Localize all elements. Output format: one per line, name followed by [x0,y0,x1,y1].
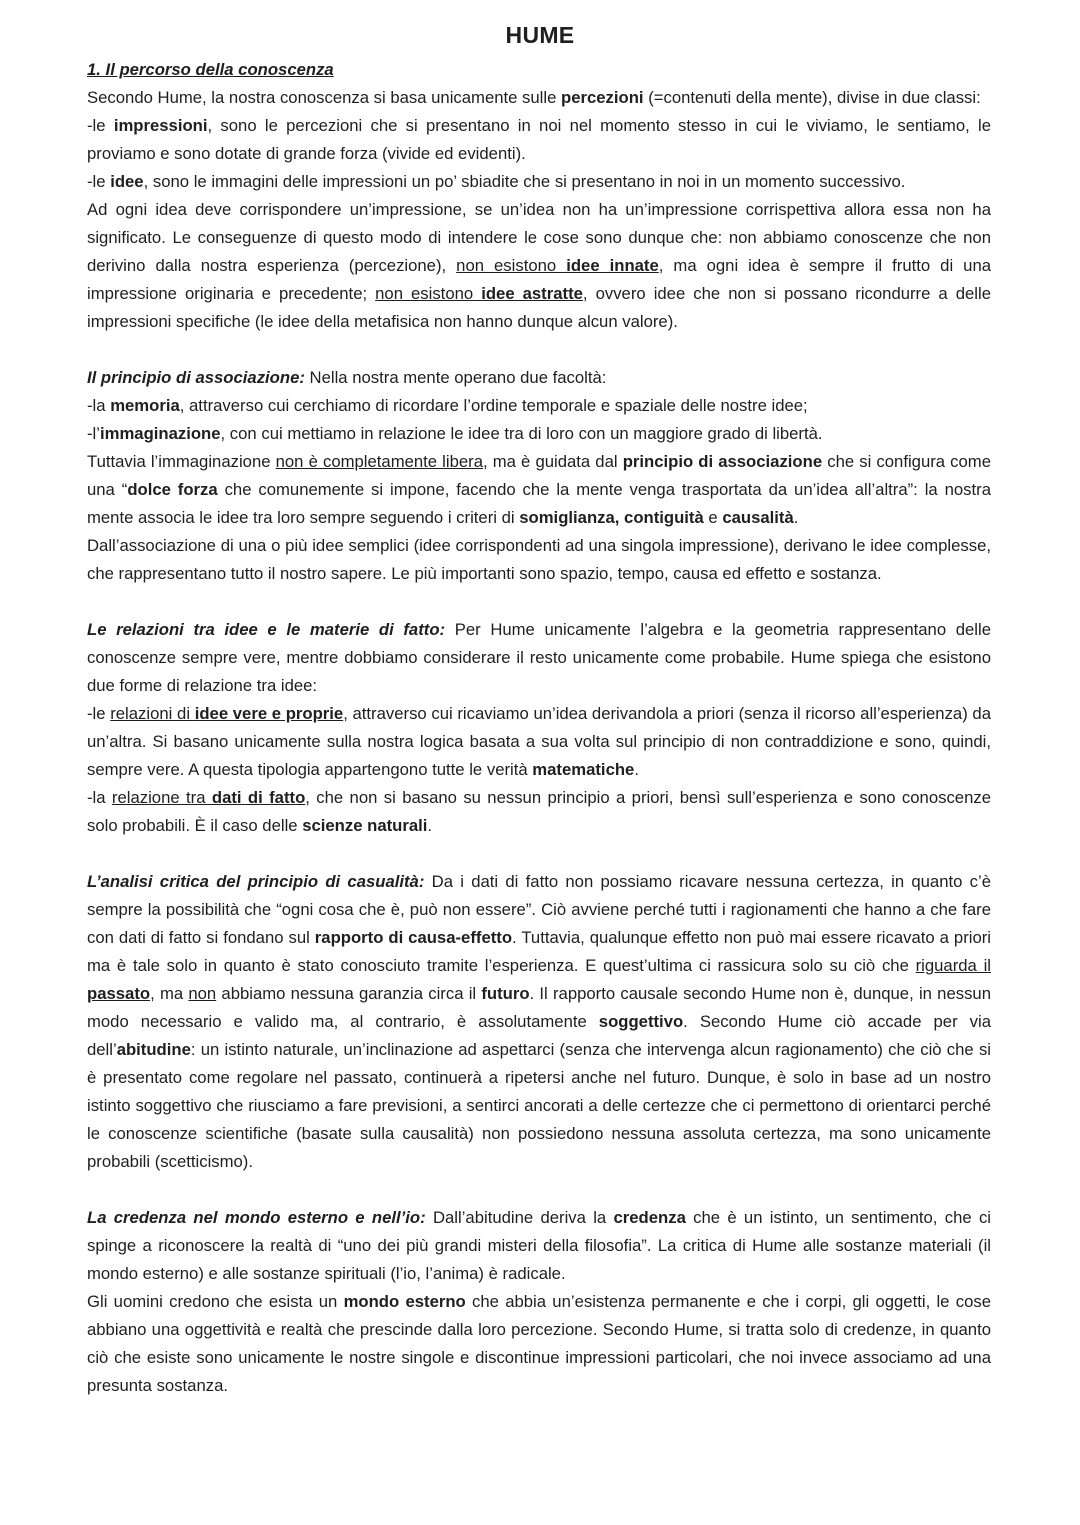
section-lead-relazioni: Le relazioni tra idee e le materie di fatto: [87,620,446,639]
paragraph: -la memoria, attraverso cui cerchiamo di ricordare l’ordine temporale e spaziale delle nostre idee; [87,396,808,415]
paragraph: Secondo Hume, la nostra conoscenza si basa unicamente sulle percezioni (=contenuti della mente), divise in due classi: [87,88,981,107]
section-lead-causalita: L’analisi critica del principio di casualità: [87,872,425,891]
document-body [87,56,991,1400]
paragraph: L’analisi critica del principio di casualità: Da i dati di fatto non possiamo ricavare nessuna certezza, in quanto c’è sempre la possibilità che “ogni cosa che è, può non essere”. Ciò avviene perché tutti i ragionamenti che hanno a che fare con dati di fatto si fondano sul rapporto di causa-effetto. Tuttavia, qualunque effetto non può mai essere ricavato a priori ma è tale solo in quanto è stato conosciuto tramite l’esperienza. E quest’ultima ci rassicura solo su ciò che riguarda il passato, ma non abbiamo nessuna garanzia circa il futuro. Il rapporto causale secondo Hume non è, dunque, in nessun modo necessario e valido ma, al contrario, è assolutamente soggettivo. Secondo Hume ciò accade per via dell’abitudine: un istinto naturale, un’inclinazione ad aspettarci (senza che intervenga alcun ragionamento) che ciò che si è presentato come regolare nel passato, continuerà a ripetersi anche nel futuro. Dunque, è solo in base ad un nostro istinto soggettivo che riusciamo a fare previsioni, a sentirci ancorati a delle certezze che ci permettono di orientarci perché le conoscenze scientifiche (basate sulla causalità) non possiedono nessuna assoluta certezza, ma sono unicamente probabili (scetticismo). [87,872,992,1171]
spacer [87,588,991,616]
paragraph: Ad ogni idea deve corrispondere un’impressione, se un’idea non ha un’impressione corrispettiva allora essa non ha significato. Le conseguenze di questo modo di intendere le cose sono dunque che: non abbiamo conoscenze che non derivino dalla nostra esperienza (percezione), non esistono idee innate, ma ogni idea è sempre il frutto di una impressione originaria e precedente; non esistono idee astratte, ovvero idee che non si possano ricondurre a delle impressioni specifiche (le idee della metafisica non hanno dunque alcun valore). [87,200,992,331]
paragraph: Le relazioni tra idee e le materie di fatto: Per Hume unicamente l’algebra e la geometria rappresentano delle conoscenze sempre vere, mentre dobbiamo considerare il resto unicamente come probabile. Hume spiega che esistono due forme di relazione tra idee: [87,620,991,695]
section-lead-credenza: La credenza nel mondo esterno e nell’io: [87,1208,426,1227]
section-heading-percorso: 1. Il percorso della conoscenza [87,60,334,79]
section-lead-associazione: Il principio di associazione: [87,368,305,387]
spacer [87,1176,991,1204]
paragraph: -le impressioni, sono le percezioni che si presentano in noi nel momento stesso in cui le viviamo, le sentiamo, le proviamo e sono dotate di grande forza (vivide ed evidenti). [87,116,991,163]
spacer [87,336,991,364]
paragraph: La credenza nel mondo esterno e nell’io: Dall’abitudine deriva la credenza che è un istinto, un sentimento, che ci spinge a riconoscere la realtà di “uno dei più grandi misteri della filosofia”. La critica di Hume alle sostanze materiali (il mondo esterno) e alle sostanze spirituali (l’io, l’anima) è radicale. [87,1208,991,1283]
spacer [87,840,991,868]
paragraph: -le idee, sono le immagini delle impressioni un po’ sbiadite che si presentano in noi in un momento successivo. [87,172,906,191]
paragraph: Dall’associazione di una o più idee semplici (idee corrispondenti ad una singola impressione), derivano le idee complesse, che rappresentano tutto il nostro sapere. Le più importanti sono spazio, tempo, causa ed effetto e sostanza. [87,536,991,583]
paragraph: Gli uomini credono che esista un mondo esterno che abbia un’esistenza permanente e che i corpi, gli oggetti, le cose abbiano una oggettività e realtà che prescinde dalla loro percezione. Secondo Hume, si tratta solo di credenze, in quanto ciò che esiste sono unicamente le nostre singole e discontinue impressioni particolari, che noi invece associamo ad una presunta sostanza. [87,1292,991,1395]
page-title: HUME [505,22,575,48]
paragraph: -l’immaginazione, con cui mettiamo in relazione le idee tra di loro con un maggiore grado di libertà. [87,424,823,443]
paragraph: Tuttavia l’immaginazione non è completamente libera, ma è guidata dal principio di associazione che si configura come una “dolce forza che comunemente si impone, facendo che la mente venga trasportata da un’idea all’altra”: la nostra mente associa le idee tra loro sempre seguendo i criteri di somiglianza, contiguità e causalità. [87,452,991,527]
paragraph: -la relazione tra dati di fatto, che non si basano su nessun principio a priori, bensì sull’esperienza e sono conoscenze solo probabili. È il caso delle scienze naturali. [87,788,991,835]
paragraph: -le relazioni di idee vere e proprie, attraverso cui ricaviamo un’idea derivandola a priori (senza il ricorso all’esperienza) da un’altra. Si basano unicamente sulla nostra logica basata a sua volta sul principio di non contraddizione e sono, quindi, sempre vere. A questa tipologia appartengono tutte le verità matematiche. [87,704,991,779]
paragraph: Il principio di associazione: Nella nostra mente operano due facoltà: [87,368,607,387]
